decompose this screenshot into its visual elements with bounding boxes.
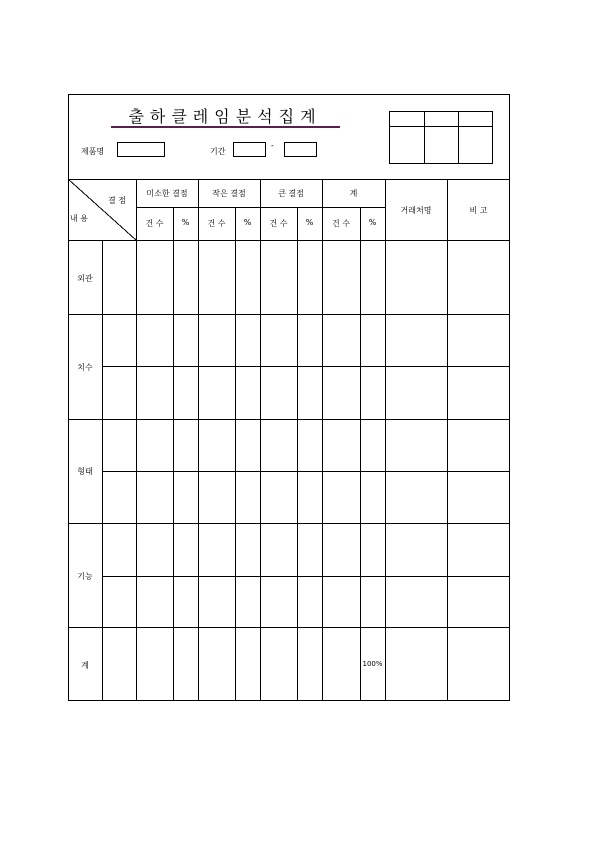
row-label-appearance: 외관 [77,274,93,283]
sub-count: 건 수 [145,219,164,228]
client-header: 거래처명 [400,206,432,215]
row-label-total: 계 [81,661,89,670]
sub-count: 건 수 [207,219,226,228]
sub-percent: % [368,218,377,227]
sub-percent: % [243,218,252,227]
period-separator: - [271,141,274,150]
sub-percent: % [305,218,314,227]
group-total: 계 [349,189,358,198]
sub-count: 건 수 [269,219,288,228]
total-percent-value: 100% [362,660,383,668]
sub-count: 건 수 [332,219,350,228]
group-major-defect: 큰 결점 [278,189,304,198]
row-label-shape: 형태 [77,467,93,476]
corner-bottom-label: 내 용 [70,214,88,223]
corner-top-label: 결 점 [108,196,126,205]
product-label: 제품명 [81,147,105,156]
period-label: 기간 [210,147,226,156]
row-label-function: 기능 [77,572,93,581]
form-title: 출하클레임분석집계 [128,107,322,126]
sub-percent: % [181,218,190,227]
row-label-dimension: 치수 [77,363,93,372]
group-minor-defect: 미소한 결점 [146,189,188,198]
group-small-defect: 작은 결점 [212,189,246,198]
note-header: 비 고 [469,206,488,215]
